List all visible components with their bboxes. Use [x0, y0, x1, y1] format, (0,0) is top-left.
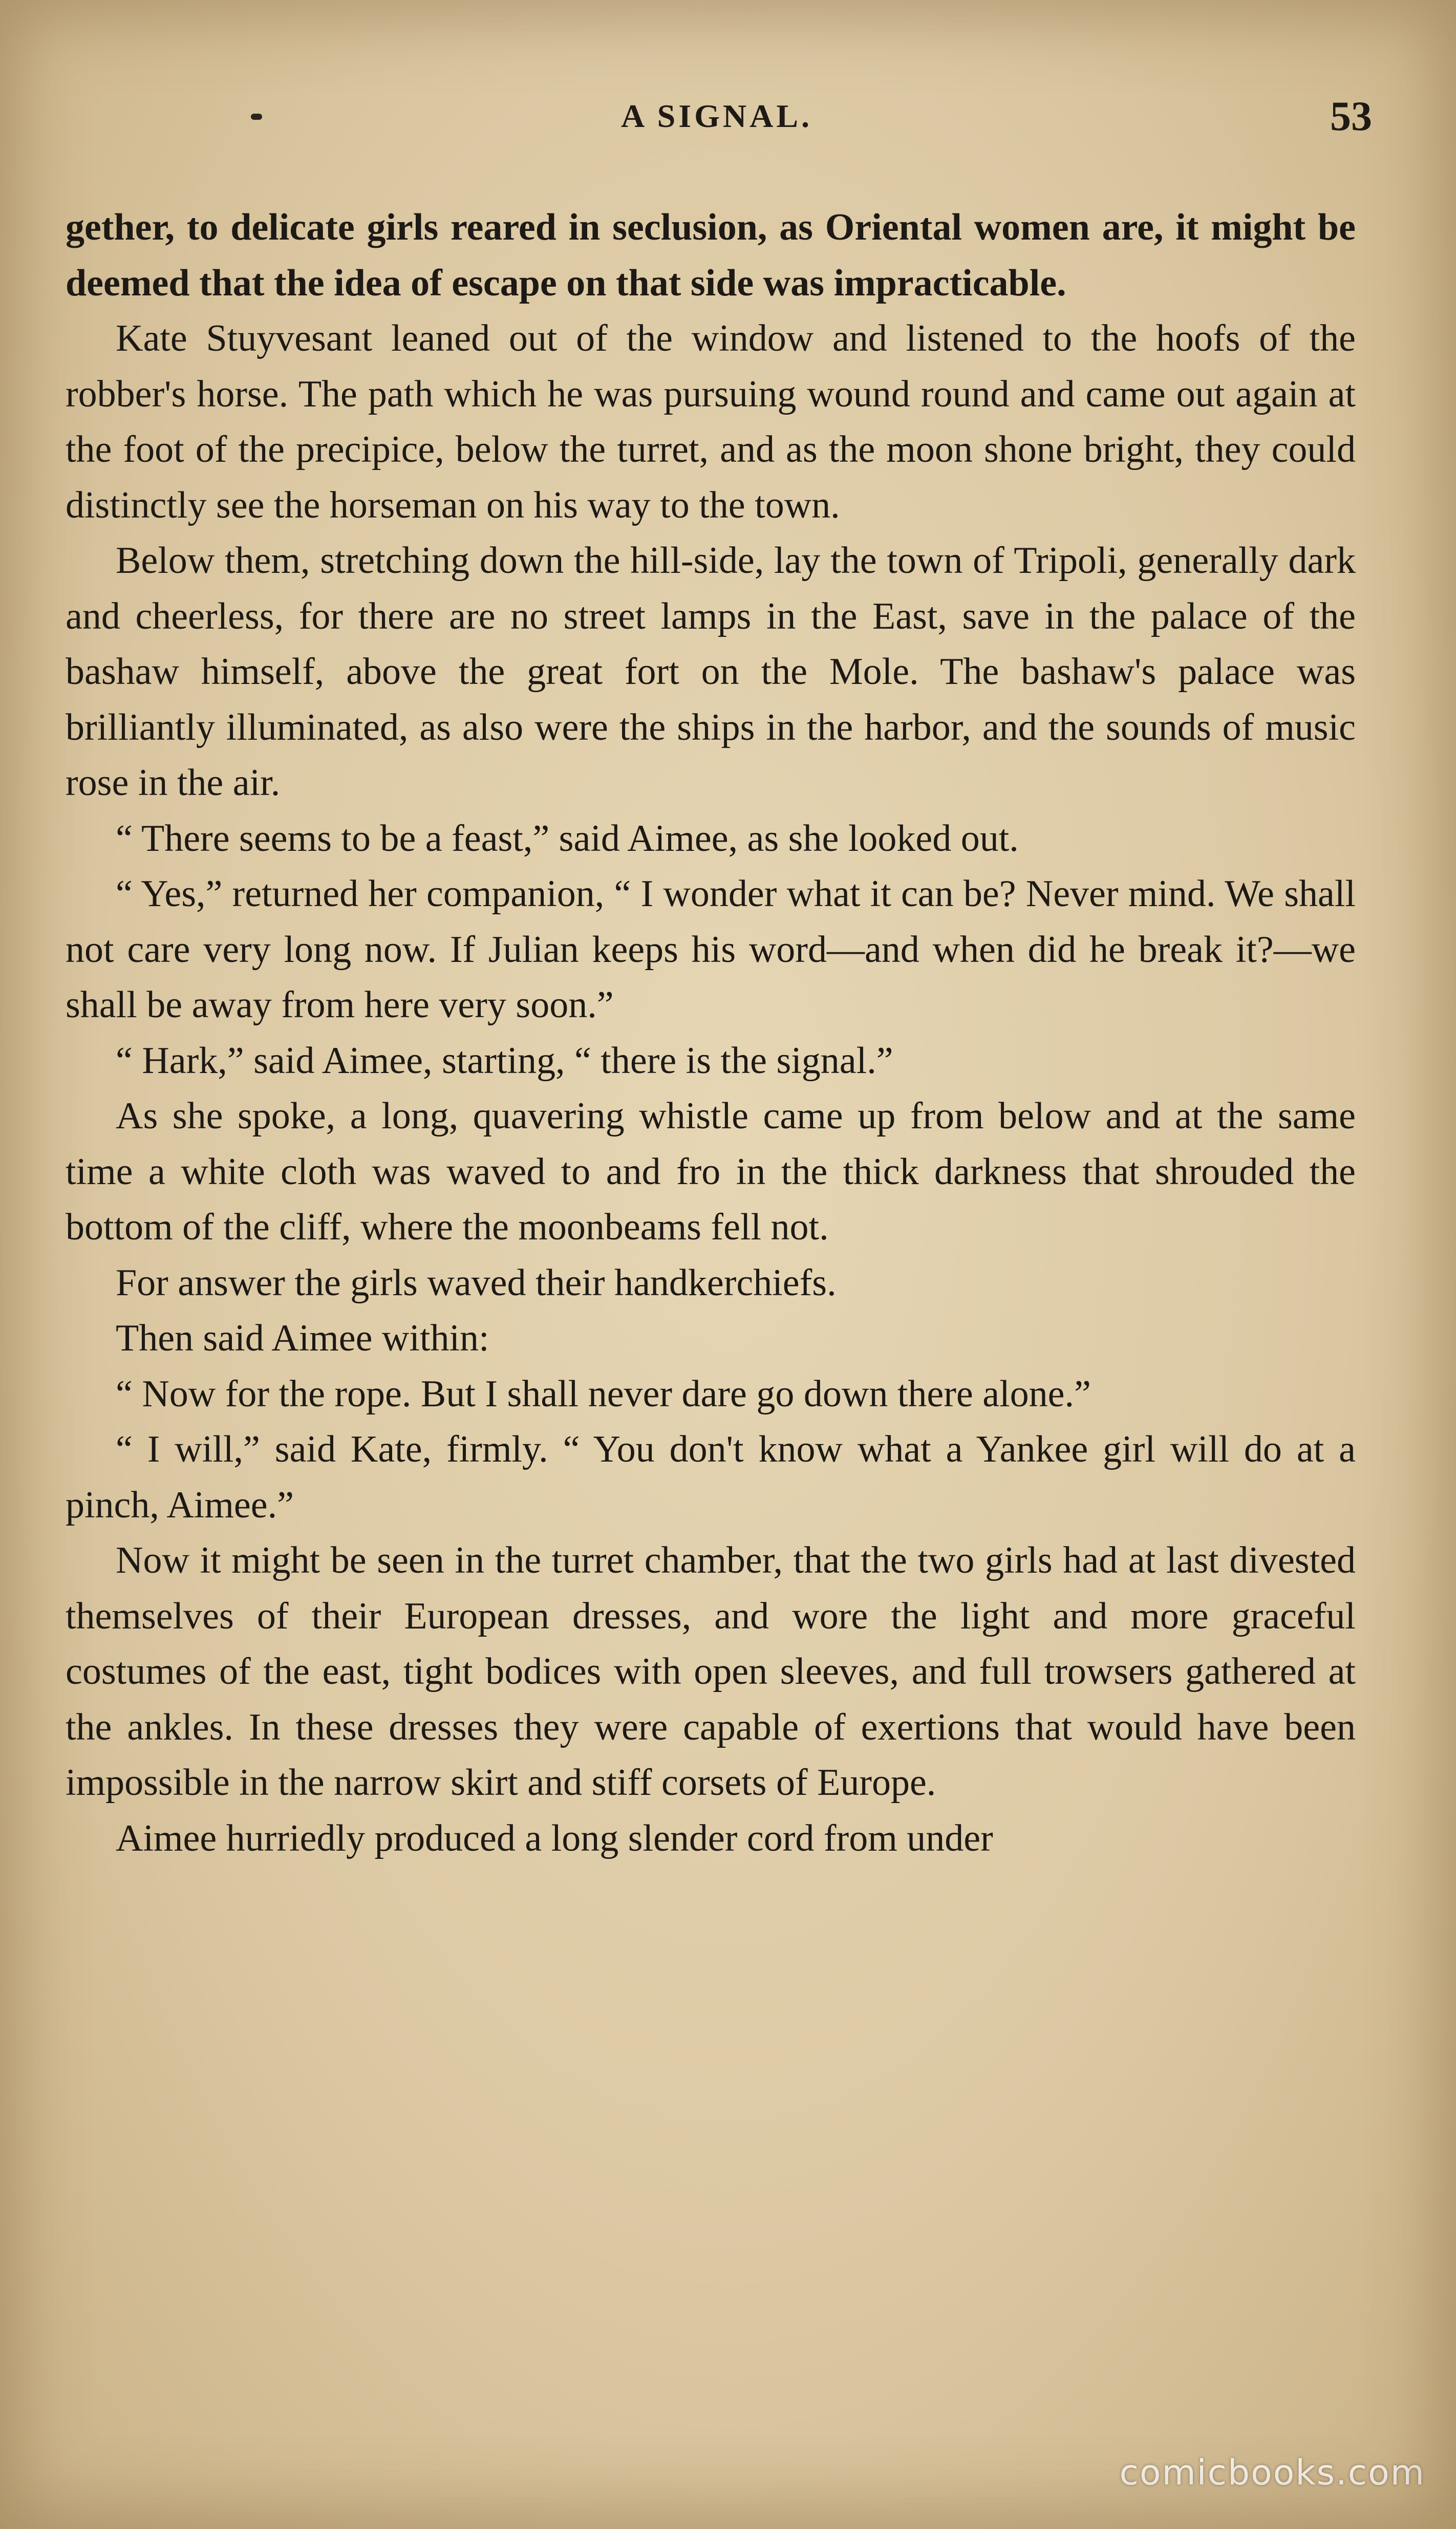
- paragraph: “ There seems to be a feast,” said Aimee, as she looked out.: [116, 817, 1019, 860]
- paragraph: “ Yes,” returned her companion, “ I wonder what it can be? Never mind. We shall not care very long now. If Julian keeps his word—and when did he break it?—we shall be away from here very soon.”: [66, 873, 1356, 1026]
- paragraph: Then said Aimee within:: [116, 1317, 489, 1359]
- paragraph-continuation: gether, to delicate girls reared in seclusion, as Oriental women are, it might be deemed that the idea of escape on that side was impracticable.: [66, 206, 1356, 304]
- body-text: [66, 200, 1356, 1866]
- paragraph: Below them, stretching down the hill-side, lay the town of Tripoli, generally dark and cheerless, for there are no street lamps in the East, save in the palace of the bashaw himself, above the great fort on the Mole. The bashaw's palace was brilliantly illuminated, as also were the ships in the harbor, and the sounds of music rose in the air.: [66, 540, 1356, 804]
- site-watermark: comicbooks.com: [1119, 2453, 1425, 2493]
- paragraph: Now it might be seen in the turret chamber, that the two girls had at last divested themselves of their European dresses, and wore the light and more graceful costumes of the east, tight bodices with open sleeves, and full trowsers gathered at the ankles. In these dresses they were capable of exertions that would have been impossible in the narrow skirt and stiff corsets of Europe.: [66, 1539, 1356, 1804]
- paragraph: “ Hark,” said Aimee, starting, “ there is the signal.”: [116, 1039, 893, 1082]
- page-header: [61, 92, 1372, 148]
- paragraph: Kate Stuyvesant leaned out of the window and listened to the hoofs of the robber's horse. The path which he was pursuing wound round and came out again at the foot of the precipice, below the turret, and as the moon shone bright, they could distinctly see the horseman on his way to the town.: [66, 317, 1356, 526]
- running-title: A SIGNAL.: [620, 98, 813, 134]
- paragraph: As she spoke, a long, quavering whistle came up from below and at the same time a white cloth was waved to and fro in the thick darkness that shrouded the bottom of the cliff, where the moonbeams fell not.: [66, 1095, 1356, 1248]
- paragraph: “ Now for the rope. But I shall never dare go down there alone.”: [116, 1373, 1091, 1415]
- paragraph: “ I will,” said Kate, firmly. “ You don't know what a Yankee girl will do at a pinch, Aimee.”: [66, 1428, 1356, 1526]
- paragraph: Aimee hurriedly produced a long slender cord from under: [116, 1817, 993, 1859]
- page-number: 53: [1330, 93, 1372, 139]
- paragraph: For answer the girls waved their handkerchiefs.: [116, 1261, 837, 1304]
